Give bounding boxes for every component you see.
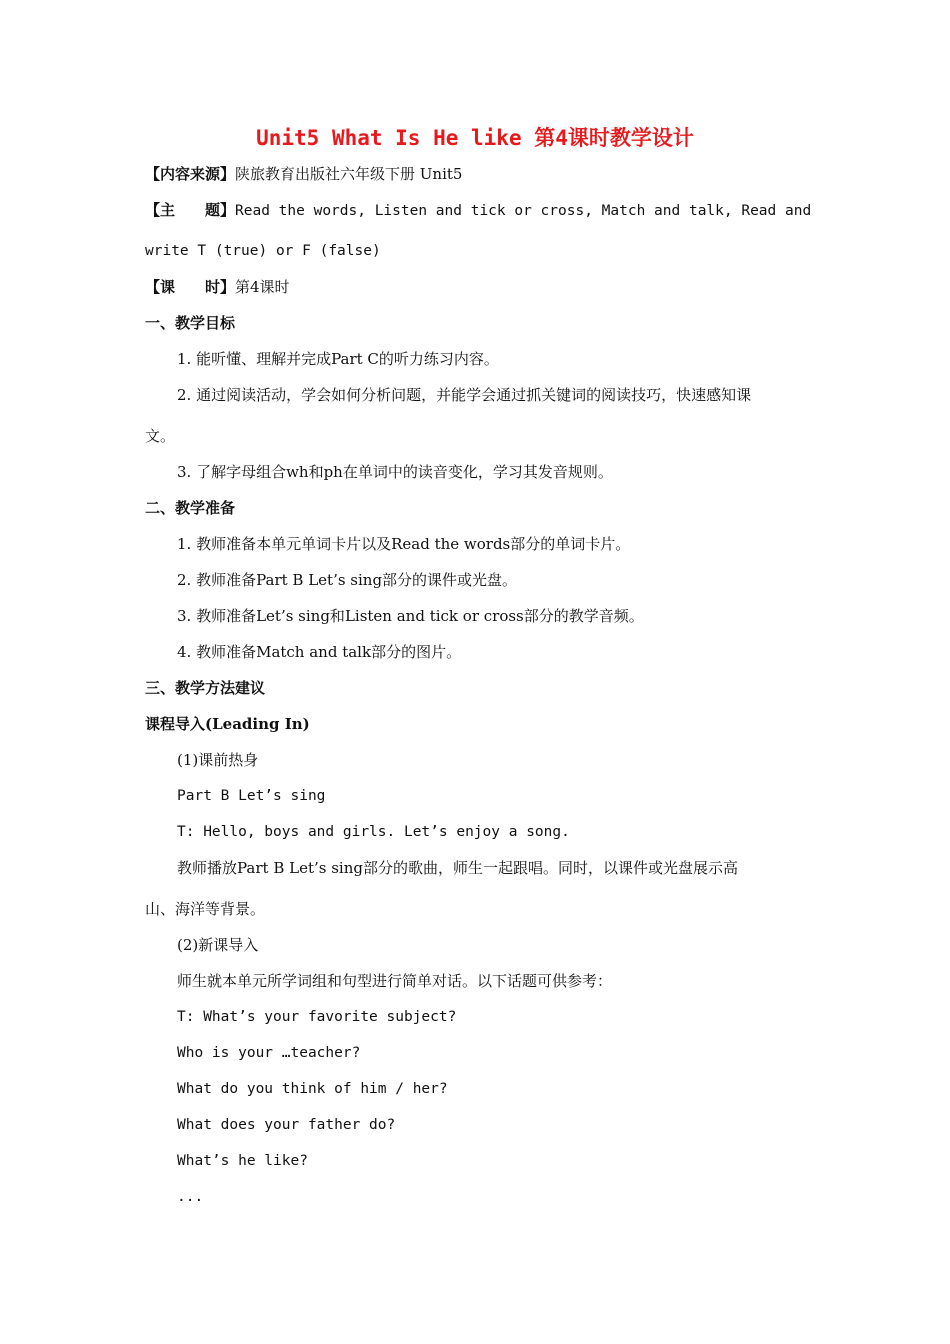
section3-subheading: 课程导入(Leading In): [145, 715, 310, 733]
period-line: [145, 277, 290, 297]
topic-label: 【主 题】: [145, 201, 236, 219]
source-label: 【内容来源】: [145, 165, 236, 183]
section1-item2-line1: 2. 通过阅读活动，学会如何分析问题，并能学会通过抓关键词的阅读技巧，快速感知课: [177, 386, 752, 404]
section2-item2: 2. 教师准备Part B Let’s sing部分的课件或光盘。: [177, 571, 518, 589]
question-4: What does your father do?: [177, 1117, 396, 1133]
section3-heading: 三、教学方法建议: [145, 679, 266, 697]
section1-item2-line2: 文。: [145, 427, 176, 445]
period-value: 第4课时: [235, 278, 290, 296]
source-value: 陕旅教育出版社六年级下册 Unit5: [235, 165, 463, 183]
newlesson-label: (2)新课导入: [177, 936, 259, 954]
section2-item3: 3. 教师准备Let’s sing和Listen and tick or cross部分的教学音频。: [177, 607, 644, 625]
section2-item4: 4. 教师准备Match and talk部分的图片。: [177, 643, 462, 661]
source-line: [145, 164, 462, 184]
section2-heading: 二、教学准备: [145, 499, 236, 517]
question-5: What’s he like?: [177, 1153, 308, 1169]
teacher-greeting: T: Hello, boys and girls. Let’s enjoy a song.: [177, 824, 570, 840]
song-title: Part B Let’s sing: [177, 788, 326, 804]
ellipsis: ...: [177, 1189, 204, 1205]
section2-item1: 1. 教师准备本单元单词卡片以及Read the words部分的单词卡片。: [177, 535, 631, 553]
topic-line: [145, 200, 811, 221]
play-line1: 教师播放Part B Let’s sing部分的歌曲，师生一起跟唱。同时，以课件或光盘展示高: [177, 859, 738, 877]
topic-value-line2: write T (true) or F (false): [145, 243, 381, 259]
dialog-intro: 师生就本单元所学词组和句型进行简单对话。以下话题可供参考：: [177, 972, 613, 990]
period-label: 【课 时】: [145, 278, 236, 296]
play-line2: 山、海洋等背景。: [145, 900, 266, 918]
topic-value-line1: Read the words, Listen and tick or cross, Match and talk, Read and: [235, 203, 812, 219]
section1-heading: 一、教学目标: [145, 314, 236, 332]
section1-item3: 3. 了解字母组合wh和ph在单词中的读音变化，学习其发音规则。: [177, 463, 613, 481]
question-1: T: What’s your favorite subject?: [177, 1009, 457, 1025]
document-title: Unit5 What Is He like 第4课时教学设计: [256, 126, 694, 150]
question-2: Who is your …teacher?: [177, 1045, 361, 1061]
warmup-label: (1)课前热身: [177, 751, 259, 769]
section1-item1: 1. 能听懂、理解并完成Part C的听力练习内容。: [177, 350, 499, 368]
question-3: What do you think of him / her?: [177, 1081, 448, 1097]
